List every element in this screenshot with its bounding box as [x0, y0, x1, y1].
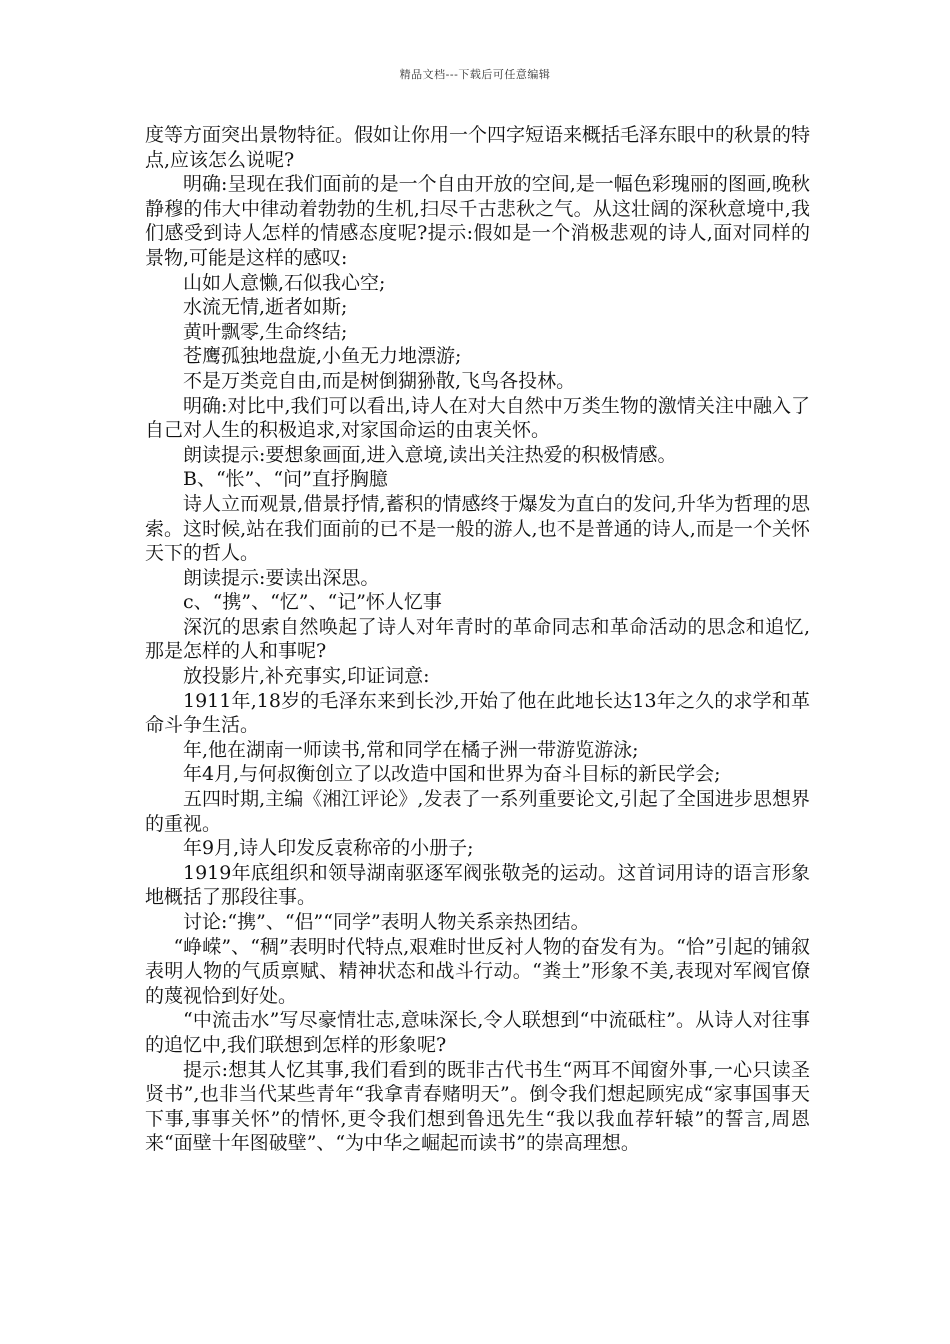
paragraph: 诗人立而观景,借景抒情,蓄积的情感终于爆发为直白的发问,升华为哲理的思索。这时候,站在我们面前的已不是一般的游人,也不是普通的诗人,而是一个关怀天下的哲人。	[145, 492, 810, 565]
page-header: 精品文档---下载后可任意编辑	[399, 68, 551, 81]
paragraph: 讨论:“携”、“侣”“同学”表明人物关系亲热团结。	[183, 911, 590, 933]
paragraph: 五四时期,主编《湘江评论》,发表了一系列重要论文,引起了全国进步思想界的重视。	[145, 788, 810, 835]
paragraph: 黄叶飘零,生命终结;	[183, 320, 348, 343]
paragraph: 年,他在湖南一师读书,常和同学在橘子洲一带游览游泳;	[183, 738, 639, 761]
paragraph: 不是万类竞自由,而是树倒猢狲散,飞鸟各投林。	[183, 369, 576, 392]
paragraph: 明确:呈现在我们面前的是一个自由开放的空间,是一幅色彩瑰丽的图画,晚秋静穆的伟大中律动着勃勃的生机,扫尽千古悲秋之气。从这壮阔的深秋意境中,我们感受到诗人怎样的情感态度呢?提示:假如是一个消极悲观的诗人,面对同样的景物,可能是这样的感叹:	[145, 173, 810, 269]
paragraph: “中流击水”写尽豪情壮志,意味深长,令人联想到“中流砥柱”。从诗人对往事的追忆中,我们联想到怎样的形象呢?	[145, 1009, 810, 1056]
paragraph: 年9月,诗人印发反袁称帝的小册子;	[183, 837, 474, 860]
paragraph: “峥嵘”、“稠”表明时代特点,艰难时世反衬人物的奋发有为。“恰”引起的铺叙表明人物的气质禀赋、精神状态和战斗行动。“粪土”形象不美,表现对军阀官僚的蔑视恰到好处。	[145, 935, 810, 1007]
paragraph: 提示:想其人忆其事,我们看到的既非古代书生“两耳不闻窗外事,一心只读圣贤书”,也非当代某些青年“我拿青春赌明天”。倒令我们想起顾宪成“家事国事天下事,事事关怀”的情怀,更令我们想到鲁迅先生“我以我血荐轩辕”的誓言,周恩来“面壁十年图破壁”、“为中华之崛起而读书”的崇高理想。	[145, 1058, 810, 1155]
paragraph: 水流无情,逝者如斯;	[183, 296, 348, 319]
paragraph: 朗读提示:要想象画面,进入意境,读出关注热爱的积极情感。	[183, 443, 677, 466]
paragraph: 1911年,18岁的毛泽东来到长沙,开始了他在此地长达13年之久的求学和革命斗争生活。	[145, 689, 810, 737]
paragraph: 放投影片,补充事实,印证词意:	[183, 665, 430, 688]
paragraph: 年4月,与何叔衡创立了以改造中国和世界为奋斗目标的新民学会;	[183, 763, 721, 786]
paragraph: 朗读提示:要读出深思。	[183, 566, 380, 589]
paragraph: 山如人意懒,石似我心空;	[183, 271, 386, 294]
body-text	[145, 123, 810, 1156]
paragraph: 苍鹰孤独地盘旋,小鱼无力地漂游;	[183, 345, 462, 368]
section-heading: B、“怅”、“问”直抒胸臆	[183, 468, 388, 491]
section-heading: c、“携”、“忆”、“记”怀人忆事	[183, 591, 442, 614]
paragraph: 明确:对比中,我们可以看出,诗人在对大自然中万类生物的激情关注中融入了自己对人生的积极追求,对家国命运的由衷关怀。	[145, 394, 810, 442]
paragraph: 1919年底组织和领导湖南驱逐军阀张敬尧的运动。这首词用诗的语言形象地概括了那段往事。	[145, 861, 810, 909]
paragraph: 深沉的思索自然唤起了诗人对年青时的革命同志和革命活动的思念和追忆,那是怎样的人和事呢?	[145, 615, 810, 663]
paragraph: 度等方面突出景物特征。假如让你用一个四字短语来概括毛泽东眼中的秋景的特点,应该怎么说呢?	[145, 124, 811, 171]
